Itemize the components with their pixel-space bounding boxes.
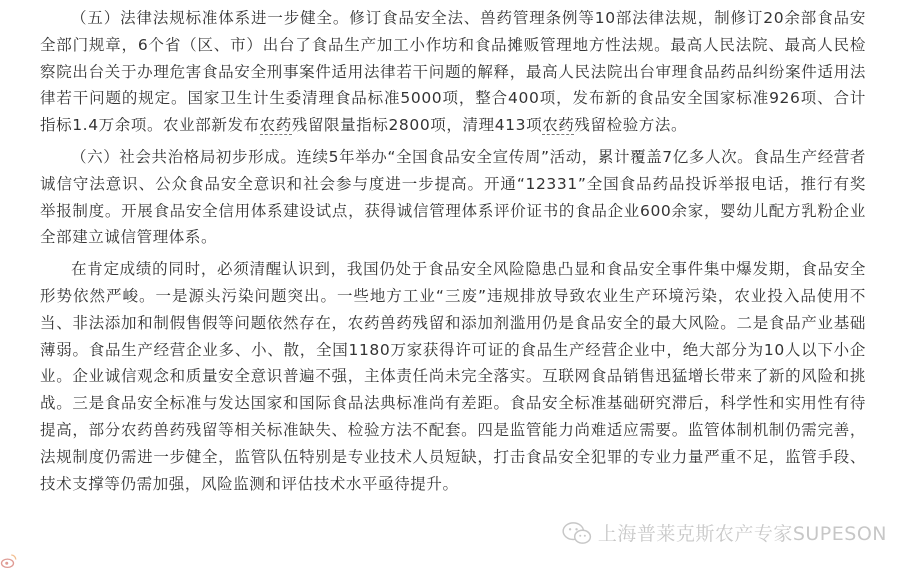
article-body [40, 0, 866, 497]
paragraph-text: （五）法律法规标准体系进一步健全。修订食品安全法、兽药管理条例等10部法律法规，制修订20余部食品安全部门规章，6个省（区、市）出台了食品生产加工小作坊和食品摊贩管理地方性法规。最高人民法院、最高人民检察院出台关于办理危害食品安全刑事案件适用法律若干问题的解释，最高人民法院出台审理食品药品纠纷案件适用法律若干问题的规定。国家卫生计生委清理食品标准5000项，整合400项，发布新的食品安全国家标准926项、合计指标1.4万余项。农业部新发布 [40, 9, 866, 135]
weibo-logo-icon [0, 552, 18, 570]
wechat-icon [562, 521, 592, 545]
keyword-link-pesticide[interactable]: 农药 [542, 116, 575, 135]
keyword-link-pesticide[interactable]: 农药 [259, 116, 292, 135]
paragraph-risk-assessment: 在肯定成绩的同时，必须清醒认识到，我国仍处于食品安全风险隐患凸显和食品安全事件集中爆发期，食品安全形势依然严峻。一是源头污染问题突出。一些地方工业“三废”违规排放导致农业生产环境污染，农业投入品使用不当、非法添加和制假售假等问题依然存在，农药兽药残留和添加剂滥用仍是食品安全的最大风险。二是食品产业基础薄弱。食品生产经营企业多、小、散，全国1180万家获得许可证的食品生产经营企业中，绝大部分为10人以下小企业。企业诚信观念和质量安全意识普遍不强，主体责任尚未完全落实。互联网食品销售迅猛增长带来了新的风险和挑战。三是食品安全标准与发达国家和国际食品法典标准尚有差距。食品安全标准基础研究滞后，科学性和实用性有待提高，部分农药兽药残留等相关标准缺失、检验方法不配套。四是监管能力尚难适应需要。监管体制机制仍需完善，法规制度仍需进一步健全，监管队伍特别是专业技术人员短缺，打击食品安全犯罪的专业力量严重不足，监管手段、技术支撑等仍需加强，风险监测和评估技术水平亟待提升。 [40, 260, 866, 493]
weibo-logo-icon-graphic [0, 552, 18, 570]
paragraph-laws-standards [40, 0, 866, 139]
paragraph-social-governance: （六）社会共治格局初步形成。连续5年举办“全国食品安全宣传周”活动，累计覆盖7亿多人次。食品生产经营者诚信守法意识、公众食品安全意识和社会参与度进一步提高。开通“12331”全国食品药品投诉举报电话，推行有奖举报制度。开展食品安全信用体系建设试点，获得诚信管理体系评价证书的食品企业600余家，婴幼儿配方乳粉企业全部建立诚信管理体系。 [40, 147, 866, 247]
watermark-text: 上海普莱克斯农产专家SUPESON [597, 523, 887, 545]
watermark [562, 519, 887, 546]
paragraph-text: 残留检验方法。 [574, 116, 688, 135]
paragraph-text: 残留限量指标2800项，清理413项 [291, 116, 543, 135]
